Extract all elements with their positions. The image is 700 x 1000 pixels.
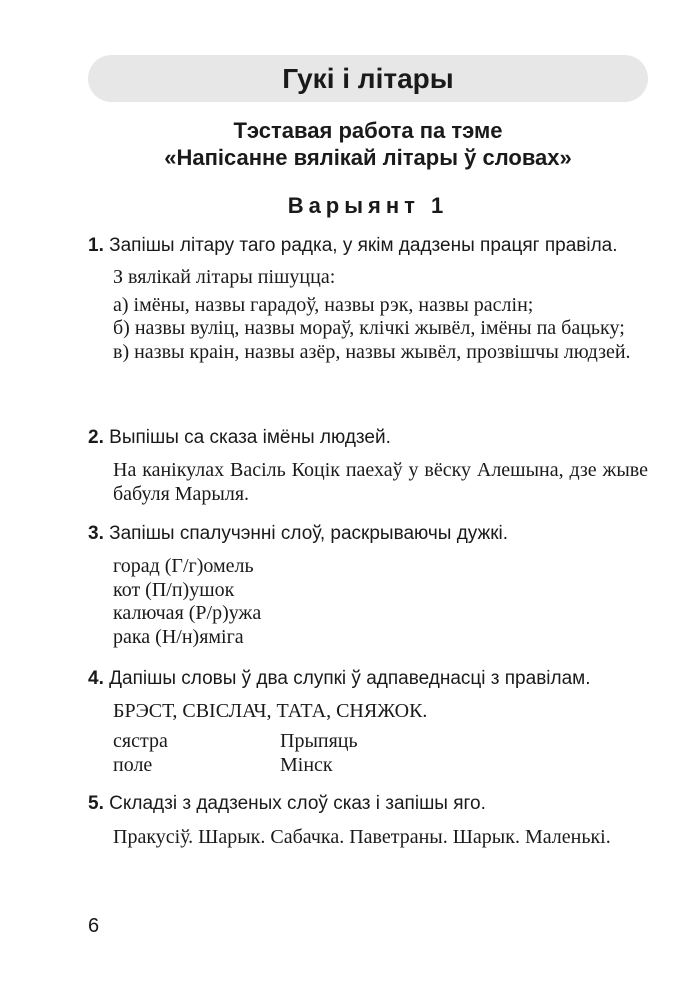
task-text: Дапішы словы ў два слупкі ў адпаведнасці з правілам. (109, 668, 591, 689)
task-4-words: БРЭСТ, СВІСЛАЧ, ТАТА, СНЯЖОК. (113, 700, 428, 722)
task-4-column-1 (113, 730, 168, 777)
task-1-instruction (88, 234, 653, 258)
variant-heading: Варыянт 1 (287, 193, 449, 218)
phrase: рака (Н/н)яміга (113, 625, 244, 648)
task-number: 4. (88, 668, 104, 689)
task-text: Запішы спалучэнні слоў, раскрываючы дужкі. (109, 523, 509, 544)
column-word: поле (113, 753, 153, 776)
task-text: Складзі з дадзеных слоў сказ і запішы яго. (109, 793, 486, 814)
task-4-instruction (88, 667, 653, 691)
test-title-line1: Тэставая работа па тэме (233, 118, 503, 143)
section-title-banner (88, 55, 648, 102)
rule-intro: З вялікай літары пішуцца: (113, 266, 336, 288)
task-2-body: На канікулах Васіль Коцік паехаў у вёску Алешына, дзе жыве бабуля Марыля. (113, 459, 648, 505)
task-number: 5. (88, 793, 104, 814)
task-5-instruction (88, 792, 653, 816)
task-1-body (113, 266, 648, 364)
page-number: 6 (88, 915, 100, 937)
column-word: Мінск (280, 753, 333, 776)
option-a: а) імёны, назвы гарадоў, назвы рэк, назвы раслін; (113, 293, 534, 316)
task-number: 3. (88, 523, 104, 544)
column-word: сястра (113, 730, 168, 752)
task-number: 2. (88, 427, 104, 448)
task-3-instruction (88, 522, 653, 546)
task-text: Выпішы са сказа імёны людзей. (109, 427, 391, 448)
column-word: Прыпяць (280, 730, 358, 752)
option-b: б) назвы вуліц, назвы мораў, клічкі жывёл, імёны па бацьку; (113, 317, 625, 339)
section-title: Гукі і літары (282, 62, 454, 94)
task-4-column-2 (280, 730, 358, 777)
task-number: 1. (88, 235, 104, 256)
phrase: кот (П/п)ушок (113, 578, 235, 601)
phrase: горад (Г/г)омель (113, 555, 254, 577)
option-v: в) назвы краін, назвы азёр, назвы жывёл, прозвішчы людзей. (113, 340, 631, 363)
task-3-body (113, 555, 648, 649)
task-text: Запішы літару таго радка, у якім дадзены працяг правіла. (109, 235, 618, 256)
task-2-instruction (88, 426, 653, 450)
phrase: калючая (Р/р)ужа (113, 602, 262, 624)
test-title-line2: «Напісанне вялікай літары ў словах» (164, 145, 572, 170)
task-5-body: Пракусіў. Шарык. Сабачка. Паветраны. Шарык. Маленькі. (113, 826, 611, 848)
